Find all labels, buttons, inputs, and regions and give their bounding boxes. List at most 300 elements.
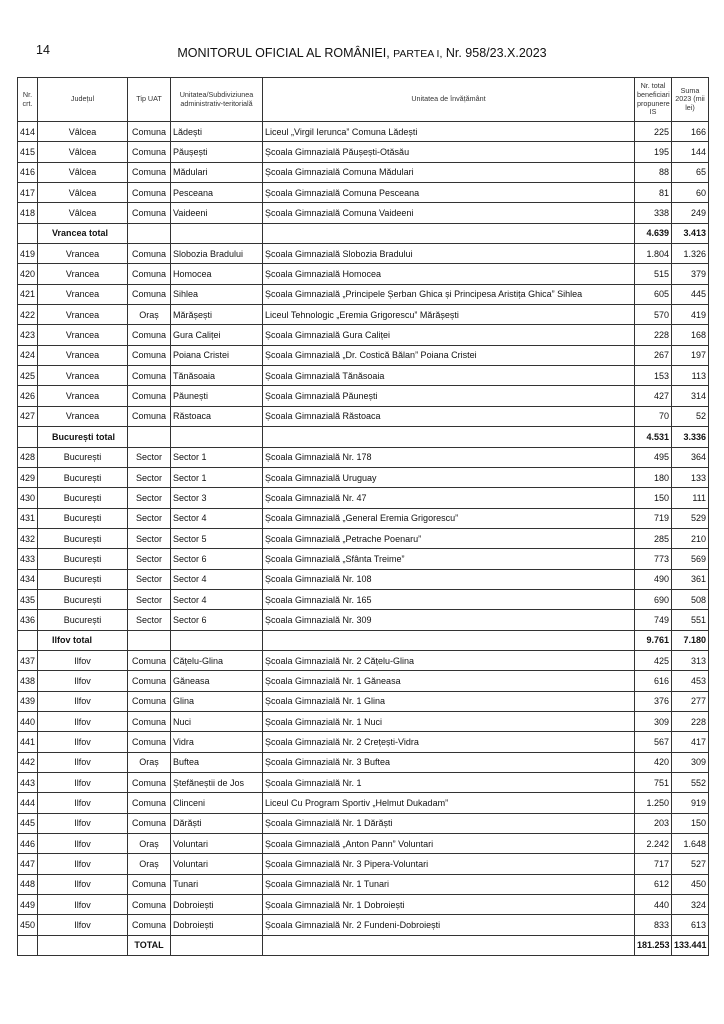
table-row xyxy=(18,895,709,915)
cell-judet: București xyxy=(38,447,128,467)
cell-tip-uat: Comuna xyxy=(128,264,171,284)
cell-uat: Păușești xyxy=(171,142,263,162)
cell-nr: 435 xyxy=(18,589,38,609)
cell-tip-uat xyxy=(128,630,171,650)
cell-nr: 450 xyxy=(18,915,38,935)
cell-suma: 3.413 xyxy=(672,223,709,243)
cell-nr: 438 xyxy=(18,671,38,691)
cell-beneficiari: 833 xyxy=(635,915,672,935)
cell-judet: Ilfov xyxy=(38,874,128,894)
cell-beneficiari: 567 xyxy=(635,732,672,752)
cell-uat: Nuci xyxy=(171,711,263,731)
cell-judet: Vâlcea xyxy=(38,183,128,203)
cell-beneficiari: 751 xyxy=(635,773,672,793)
cell-uat: Găneasa xyxy=(171,671,263,691)
table-row xyxy=(18,122,709,142)
cell-uat xyxy=(171,427,263,447)
cell-unitate: Liceul Cu Program Sportiv „Helmut Dukadam” xyxy=(263,793,635,813)
cell-uat xyxy=(171,630,263,650)
cell-unitate: Școala Gimnazială Comuna Vaideeni xyxy=(263,203,635,223)
cell-nr: 419 xyxy=(18,244,38,264)
cell-nr: 418 xyxy=(18,203,38,223)
title-part: PARTEA I, xyxy=(393,48,443,60)
col-header-beneficiari: Nr. total beneficiari propunere IS xyxy=(635,78,672,122)
cell-suma: 314 xyxy=(672,386,709,406)
cell-judet: Ilfov xyxy=(38,854,128,874)
cell-tip-uat: Comuna xyxy=(128,650,171,670)
cell-unitate: Școala Gimnazială Nr. 1 Glina xyxy=(263,691,635,711)
cell-suma: 133 xyxy=(672,467,709,487)
table-row xyxy=(18,528,709,548)
cell-uat: Sector 4 xyxy=(171,569,263,589)
cell-tip-uat: Comuna xyxy=(128,406,171,426)
cell-tip-uat: Comuna xyxy=(128,142,171,162)
cell-beneficiari: 2.242 xyxy=(635,834,672,854)
cell-tip-uat: Comuna xyxy=(128,183,171,203)
cell-uat: Dobroiești xyxy=(171,915,263,935)
cell-suma: 1.326 xyxy=(672,244,709,264)
cell-unitate: Școala Gimnazială Nr. 1 Dobroiești xyxy=(263,895,635,915)
cell-suma: 551 xyxy=(672,610,709,630)
cell-unitate: Școala Gimnazială Nr. 1 Tunari xyxy=(263,874,635,894)
cell-tip-uat: Comuna xyxy=(128,773,171,793)
cell-beneficiari: 773 xyxy=(635,549,672,569)
cell-uat: Sector 1 xyxy=(171,447,263,467)
cell-unitate: Liceul „Virgil Ierunca” Comuna Lădești xyxy=(263,122,635,142)
cell-judet: Vrancea total xyxy=(38,223,128,243)
page-title xyxy=(0,46,724,60)
cell-judet: Ilfov xyxy=(38,671,128,691)
cell-suma: 419 xyxy=(672,305,709,325)
cell-nr: 433 xyxy=(18,549,38,569)
cell-judet: Vrancea xyxy=(38,386,128,406)
cell-unitate: Școala Gimnazială Gura Caliței xyxy=(263,325,635,345)
cell-tip-uat: Comuna xyxy=(128,895,171,915)
cell-beneficiari: 495 xyxy=(635,447,672,467)
cell-beneficiari: 228 xyxy=(635,325,672,345)
cell-nr: 425 xyxy=(18,366,38,386)
cell-beneficiari: 70 xyxy=(635,406,672,426)
col-header-uat: Unitatea/Subdiviziunea administrativ-teritorială xyxy=(171,78,263,122)
cell-nr xyxy=(18,427,38,447)
cell-uat: Păunești xyxy=(171,386,263,406)
cell-nr: 447 xyxy=(18,854,38,874)
cell-unitate: Școala Gimnazială Nr. 108 xyxy=(263,569,635,589)
cell-judet: Vrancea xyxy=(38,264,128,284)
cell-suma: 361 xyxy=(672,569,709,589)
cell-beneficiari: 616 xyxy=(635,671,672,691)
cell-beneficiari: 440 xyxy=(635,895,672,915)
cell-suma: 277 xyxy=(672,691,709,711)
cell-judet: Vrancea xyxy=(38,366,128,386)
cell-unitate: Școala Gimnazială Păușești-Otăsău xyxy=(263,142,635,162)
cell-tip-uat: Sector xyxy=(128,447,171,467)
cell-suma: 552 xyxy=(672,773,709,793)
cell-tip-uat: Comuna xyxy=(128,874,171,894)
table-row xyxy=(18,711,709,731)
grand-total-row xyxy=(18,935,709,955)
cell-unitate: Școala Gimnazială „Principele Șerban Ghica și Principesa Aristița Ghica” Sihlea xyxy=(263,284,635,304)
cell-uat: Sector 3 xyxy=(171,488,263,508)
cell-beneficiari: 605 xyxy=(635,284,672,304)
cell-beneficiari: 225 xyxy=(635,122,672,142)
cell-unitate: Școala Gimnazială Nr. 2 Cățelu-Glina xyxy=(263,650,635,670)
cell-beneficiari: 570 xyxy=(635,305,672,325)
cell-uat xyxy=(171,223,263,243)
cell-uat: Lădești xyxy=(171,122,263,142)
cell-suma: 508 xyxy=(672,589,709,609)
cell-tip-uat: Sector xyxy=(128,467,171,487)
cell-uat: Cățelu-Glina xyxy=(171,650,263,670)
cell-beneficiari: 203 xyxy=(635,813,672,833)
cell-unitate: Școala Gimnazială Nr. 309 xyxy=(263,610,635,630)
cell-tip-uat: Comuna xyxy=(128,793,171,813)
cell-suma: 144 xyxy=(672,142,709,162)
table-row xyxy=(18,773,709,793)
cell-beneficiari: 690 xyxy=(635,589,672,609)
table-row xyxy=(18,183,709,203)
col-header-suma: Suma 2023 (mii lei) xyxy=(672,78,709,122)
cell-suma: 527 xyxy=(672,854,709,874)
table-row xyxy=(18,671,709,691)
col-header-tip-uat: Tip UAT xyxy=(128,78,171,122)
cell-nr: 445 xyxy=(18,813,38,833)
table-row xyxy=(18,589,709,609)
cell-suma: 249 xyxy=(672,203,709,223)
cell-tip-uat: Comuna xyxy=(128,284,171,304)
cell-uat: Tănăsoaia xyxy=(171,366,263,386)
cell-judet: Ilfov xyxy=(38,834,128,854)
cell-uat: Dobroiești xyxy=(171,895,263,915)
cell-unitate xyxy=(263,427,635,447)
cell-tip-uat: Comuna xyxy=(128,244,171,264)
cell-unitate: Școala Gimnazială „Petrache Poenaru” xyxy=(263,528,635,548)
cell-unitate: Școala Gimnazială Nr. 3 Pipera-Voluntari xyxy=(263,854,635,874)
table-row xyxy=(18,752,709,772)
cell-tip-uat: Sector xyxy=(128,549,171,569)
cell-judet: Ilfov xyxy=(38,732,128,752)
cell-uat: Sihlea xyxy=(171,284,263,304)
cell-suma: 168 xyxy=(672,325,709,345)
cell-uat: Sector 4 xyxy=(171,508,263,528)
table-row xyxy=(18,854,709,874)
cell-beneficiari: 1.250 xyxy=(635,793,672,813)
cell-unitate: Școala Gimnazială „General Eremia Grigorescu” xyxy=(263,508,635,528)
subtotal-row xyxy=(18,427,709,447)
table-row xyxy=(18,325,709,345)
cell-nr: 426 xyxy=(18,386,38,406)
cell-uat: Vidra xyxy=(171,732,263,752)
cell-judet: București xyxy=(38,528,128,548)
cell-nr xyxy=(18,630,38,650)
cell-nr: 443 xyxy=(18,773,38,793)
cell-judet: Ilfov xyxy=(38,752,128,772)
cell-judet: Ilfov total xyxy=(38,630,128,650)
cell-tip-uat: TOTAL xyxy=(128,935,171,955)
cell-beneficiari: 515 xyxy=(635,264,672,284)
table-row xyxy=(18,244,709,264)
cell-uat: Sector 4 xyxy=(171,589,263,609)
cell-suma: 417 xyxy=(672,732,709,752)
cell-tip-uat xyxy=(128,223,171,243)
cell-judet xyxy=(38,935,128,955)
cell-tip-uat: Oraș xyxy=(128,834,171,854)
cell-unitate: Școala Gimnazială Nr. 1 Găneasa xyxy=(263,671,635,691)
cell-judet: Ilfov xyxy=(38,691,128,711)
cell-suma: 324 xyxy=(672,895,709,915)
cell-unitate: Școala Gimnazială „Dr. Costică Bălan” Poiana Cristei xyxy=(263,345,635,365)
cell-uat: Răstoaca xyxy=(171,406,263,426)
cell-unitate: Școala Gimnazială Nr. 1 xyxy=(263,773,635,793)
cell-judet: Vâlcea xyxy=(38,142,128,162)
cell-uat: Dărăști xyxy=(171,813,263,833)
cell-uat: Mărășești xyxy=(171,305,263,325)
cell-judet: Ilfov xyxy=(38,793,128,813)
cell-beneficiari: 490 xyxy=(635,569,672,589)
cell-beneficiari: 150 xyxy=(635,488,672,508)
table-row xyxy=(18,162,709,182)
cell-unitate: Școala Gimnazială Tănăsoaia xyxy=(263,366,635,386)
cell-uat: Buftea xyxy=(171,752,263,772)
cell-judet: Ilfov xyxy=(38,650,128,670)
cell-nr: 428 xyxy=(18,447,38,467)
table-row xyxy=(18,650,709,670)
cell-beneficiari: 4.639 xyxy=(635,223,672,243)
table-row xyxy=(18,874,709,894)
cell-unitate: Școala Gimnazială Comuna Pesceana xyxy=(263,183,635,203)
table-row xyxy=(18,569,709,589)
cell-uat: Poiana Cristei xyxy=(171,345,263,365)
cell-beneficiari: 338 xyxy=(635,203,672,223)
cell-judet: Vâlcea xyxy=(38,122,128,142)
cell-suma: 313 xyxy=(672,650,709,670)
cell-nr: 448 xyxy=(18,874,38,894)
cell-judet: Ilfov xyxy=(38,773,128,793)
cell-nr: 421 xyxy=(18,284,38,304)
cell-judet: Vrancea xyxy=(38,284,128,304)
cell-tip-uat: Comuna xyxy=(128,325,171,345)
table-row xyxy=(18,793,709,813)
cell-tip-uat: Sector xyxy=(128,610,171,630)
cell-unitate: Școala Gimnazială Nr. 2 Fundeni-Dobroiești xyxy=(263,915,635,935)
cell-suma: 3.336 xyxy=(672,427,709,447)
cell-beneficiari: 180 xyxy=(635,467,672,487)
table-row xyxy=(18,386,709,406)
subtotal-row xyxy=(18,630,709,650)
cell-suma: 133.441 xyxy=(672,935,709,955)
table-row xyxy=(18,732,709,752)
cell-nr: 442 xyxy=(18,752,38,772)
cell-tip-uat: Oraș xyxy=(128,752,171,772)
cell-uat: Slobozia Bradului xyxy=(171,244,263,264)
cell-tip-uat: Comuna xyxy=(128,915,171,935)
cell-beneficiari: 717 xyxy=(635,854,672,874)
cell-unitate: Școala Gimnazială Homocea xyxy=(263,264,635,284)
cell-judet: București xyxy=(38,549,128,569)
cell-uat: Voluntari xyxy=(171,834,263,854)
cell-beneficiari: 425 xyxy=(635,650,672,670)
cell-tip-uat: Oraș xyxy=(128,305,171,325)
cell-tip-uat xyxy=(128,427,171,447)
cell-unitate: Școala Gimnazială Nr. 1 Nuci xyxy=(263,711,635,731)
cell-judet: Ilfov xyxy=(38,915,128,935)
funding-table xyxy=(17,77,709,956)
cell-unitate xyxy=(263,223,635,243)
cell-uat: Ștefăneștii de Jos xyxy=(171,773,263,793)
cell-suma: 309 xyxy=(672,752,709,772)
cell-beneficiari: 376 xyxy=(635,691,672,711)
cell-nr: 423 xyxy=(18,325,38,345)
cell-suma: 52 xyxy=(672,406,709,426)
cell-beneficiari: 267 xyxy=(635,345,672,365)
cell-suma: 919 xyxy=(672,793,709,813)
cell-nr: 449 xyxy=(18,895,38,915)
cell-suma: 166 xyxy=(672,122,709,142)
cell-unitate xyxy=(263,935,635,955)
cell-nr: 424 xyxy=(18,345,38,365)
col-header-unitate: Unitatea de învățământ xyxy=(263,78,635,122)
cell-nr: 429 xyxy=(18,467,38,487)
cell-nr: 432 xyxy=(18,528,38,548)
cell-uat: Voluntari xyxy=(171,854,263,874)
cell-suma: 569 xyxy=(672,549,709,569)
cell-unitate: Școala Gimnazială Nr. 47 xyxy=(263,488,635,508)
cell-beneficiari: 153 xyxy=(635,366,672,386)
table-row xyxy=(18,488,709,508)
cell-beneficiari: 88 xyxy=(635,162,672,182)
cell-suma: 445 xyxy=(672,284,709,304)
cell-beneficiari: 612 xyxy=(635,874,672,894)
cell-judet: București xyxy=(38,467,128,487)
cell-tip-uat: Comuna xyxy=(128,732,171,752)
cell-judet: București total xyxy=(38,427,128,447)
table-row xyxy=(18,610,709,630)
cell-suma: 613 xyxy=(672,915,709,935)
cell-nr: 416 xyxy=(18,162,38,182)
table-row xyxy=(18,447,709,467)
cell-tip-uat: Comuna xyxy=(128,671,171,691)
cell-nr: 431 xyxy=(18,508,38,528)
table-row xyxy=(18,508,709,528)
subtotal-row xyxy=(18,223,709,243)
cell-judet: Ilfov xyxy=(38,895,128,915)
cell-judet: Vâlcea xyxy=(38,162,128,182)
cell-nr: 436 xyxy=(18,610,38,630)
cell-unitate: Școala Gimnazială Nr. 3 Buftea xyxy=(263,752,635,772)
cell-nr: 444 xyxy=(18,793,38,813)
cell-tip-uat: Comuna xyxy=(128,122,171,142)
cell-nr: 427 xyxy=(18,406,38,426)
table-row xyxy=(18,691,709,711)
cell-judet: București xyxy=(38,569,128,589)
cell-nr: 422 xyxy=(18,305,38,325)
cell-beneficiari: 309 xyxy=(635,711,672,731)
table-body xyxy=(18,122,709,956)
cell-unitate: Școala Gimnazială Nr. 1 Dărăști xyxy=(263,813,635,833)
cell-beneficiari: 4.531 xyxy=(635,427,672,447)
cell-unitate: Școala Gimnazială Comuna Mădulari xyxy=(263,162,635,182)
cell-beneficiari: 285 xyxy=(635,528,672,548)
cell-unitate xyxy=(263,630,635,650)
cell-beneficiari: 81 xyxy=(635,183,672,203)
table-row xyxy=(18,203,709,223)
cell-unitate: Școala Gimnazială Păunești xyxy=(263,386,635,406)
table-row xyxy=(18,834,709,854)
cell-nr: 417 xyxy=(18,183,38,203)
cell-tip-uat: Sector xyxy=(128,569,171,589)
title-issue: Nr. 958/23.X.2023 xyxy=(445,46,547,60)
cell-suma: 7.180 xyxy=(672,630,709,650)
cell-uat: Homocea xyxy=(171,264,263,284)
cell-suma: 453 xyxy=(672,671,709,691)
cell-suma: 210 xyxy=(672,528,709,548)
cell-unitate: Școala Gimnazială Nr. 178 xyxy=(263,447,635,467)
cell-unitate: Școala Gimnazială Uruguay xyxy=(263,467,635,487)
cell-tip-uat: Comuna xyxy=(128,366,171,386)
cell-tip-uat: Comuna xyxy=(128,386,171,406)
table-row xyxy=(18,284,709,304)
table-row xyxy=(18,264,709,284)
cell-judet: Vrancea xyxy=(38,244,128,264)
cell-suma: 379 xyxy=(672,264,709,284)
cell-tip-uat: Comuna xyxy=(128,345,171,365)
cell-judet: București xyxy=(38,589,128,609)
cell-nr: 434 xyxy=(18,569,38,589)
cell-suma: 197 xyxy=(672,345,709,365)
table-row xyxy=(18,406,709,426)
cell-nr xyxy=(18,935,38,955)
cell-unitate: Școala Gimnazială Nr. 165 xyxy=(263,589,635,609)
cell-nr: 441 xyxy=(18,732,38,752)
table-row xyxy=(18,142,709,162)
cell-suma: 150 xyxy=(672,813,709,833)
cell-nr: 439 xyxy=(18,691,38,711)
cell-tip-uat: Sector xyxy=(128,528,171,548)
cell-tip-uat: Comuna xyxy=(128,813,171,833)
cell-uat: Sector 1 xyxy=(171,467,263,487)
cell-nr: 415 xyxy=(18,142,38,162)
cell-uat: Sector 5 xyxy=(171,528,263,548)
col-header-nr: Nr. crt. xyxy=(18,78,38,122)
cell-judet: București xyxy=(38,508,128,528)
cell-uat: Mădulari xyxy=(171,162,263,182)
cell-judet: Vrancea xyxy=(38,325,128,345)
cell-beneficiari: 9.761 xyxy=(635,630,672,650)
cell-tip-uat: Comuna xyxy=(128,203,171,223)
cell-tip-uat: Sector xyxy=(128,589,171,609)
cell-uat: Vaideeni xyxy=(171,203,263,223)
cell-judet: Vrancea xyxy=(38,305,128,325)
cell-uat: Sector 6 xyxy=(171,610,263,630)
cell-uat: Glina xyxy=(171,691,263,711)
cell-unitate: Liceul Tehnologic „Eremia Grigorescu” Mărășești xyxy=(263,305,635,325)
cell-tip-uat: Sector xyxy=(128,488,171,508)
cell-unitate: Școala Gimnazială Slobozia Bradului xyxy=(263,244,635,264)
table-row xyxy=(18,366,709,386)
cell-unitate: Școala Gimnazială Nr. 2 Crețești-Vidra xyxy=(263,732,635,752)
table-row xyxy=(18,305,709,325)
cell-uat: Clinceni xyxy=(171,793,263,813)
cell-uat xyxy=(171,935,263,955)
cell-judet: Vâlcea xyxy=(38,203,128,223)
cell-tip-uat: Sector xyxy=(128,508,171,528)
cell-tip-uat: Comuna xyxy=(128,162,171,182)
cell-uat: Gura Caliței xyxy=(171,325,263,345)
cell-nr: 440 xyxy=(18,711,38,731)
cell-nr: 430 xyxy=(18,488,38,508)
cell-nr: 414 xyxy=(18,122,38,142)
cell-judet: Vrancea xyxy=(38,345,128,365)
